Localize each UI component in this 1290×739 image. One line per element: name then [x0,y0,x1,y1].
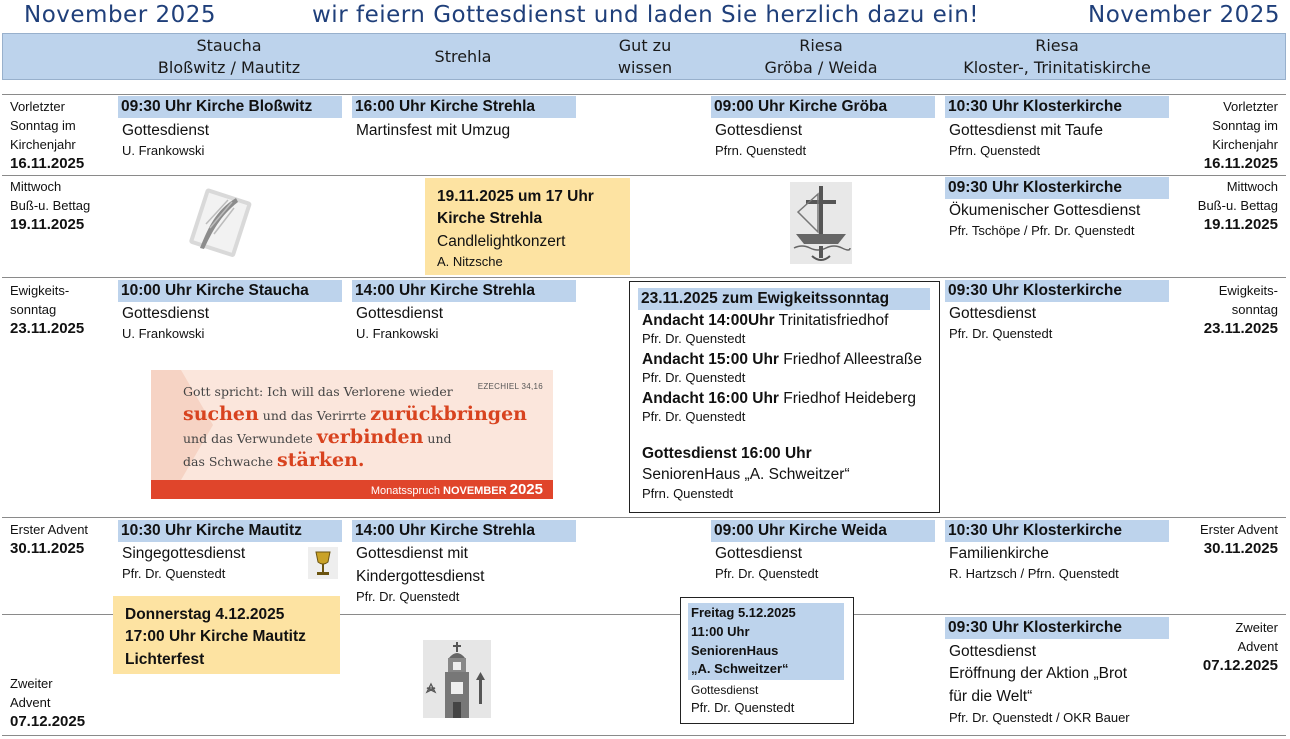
event-person: U. Frankowski [356,326,439,341]
friday-type: Gottesdienst [691,683,759,697]
col-header-kloster: Riesa Kloster-, Trinitatiskirche [963,36,1151,77]
concert-title: Candlelightkonzert [437,233,566,250]
row-divider [2,94,1286,95]
event-time-bar: 10:30 Uhr Klosterkirche [945,96,1169,118]
lichterfest-time: 17:00 Uhr Kirche Mautitz [125,628,306,645]
col-header-groeba-weida: Riesa Gröba / Weida [764,36,878,77]
col-header-gut-zu-wissen: Gut zu wissen [617,36,673,77]
banner-footer: Monatsspruch NOVEMBER 2025 [370,481,543,498]
banner-line-4: das Schwache stärken. [183,449,365,471]
gottesdienst-senioren-place: SeniorenHaus „A. Schweitzer“ [642,466,850,483]
event-type: Gottesdienst [715,545,803,562]
event-time-bar: 10:30 Uhr Klosterkirche [945,520,1169,542]
row-label-zweiter-advent: Zweiter Advent 07.12.2025 [10,676,86,730]
month-right: November 2025 [1088,2,1280,28]
event-type: Gottesdienst [122,122,210,139]
event-type: Familienkirche [949,545,1049,562]
event-description-cont: für die Welt“ [949,688,1033,705]
banner-line-3: und das Verwundete verbinden und [183,426,452,448]
row-label-erster-advent: Erster Advent 30.11.2025 [10,522,89,557]
event-time-bar: 10:30 Uhr Kirche Mautitz [118,520,342,542]
event-time-bar: 16:00 Uhr Kirche Strehla [352,96,576,118]
event-person: Pfr. Dr. Quenstedt / OKR Bauer [949,710,1130,725]
event-time-bar: 14:00 Uhr Kirche Strehla [352,280,576,302]
row-label-vorletzter-sonntag: Vorletzter Sonntag im Kirchenjahr 16.11.2025 [10,99,85,172]
chalice-icon [308,547,338,579]
row-divider [2,277,1286,278]
row-label-buss-und-bettag: Mittwoch Buß-u. Bettag 19.11.2025 [10,179,91,233]
event-type: Singegottesdienst [122,545,246,562]
event-person: Pfr. Dr. Quenstedt [715,566,819,581]
lichterfest-date: Donnerstag 4.12.2025 [125,606,285,623]
andacht-1: Andacht 14:00Uhr Trinitatisfriedhof [642,312,889,329]
invitation-title: wir feiern Gottesdienst und laden Sie herzlich dazu ein! [312,2,979,28]
lichterfest-title: Lichterfest [125,651,205,668]
event-person: Pfr. Tschöpe / Pfr. Dr. Quenstedt [949,223,1135,238]
andacht-2: Andacht 15:00 Uhr Friedhof Alleestraße [642,351,922,368]
gottesdienst-senioren-person: Pfrn. Quenstedt [642,486,734,501]
ecumenical-ship-cross-icon [790,182,852,264]
friday-time: 11:00 Uhr [691,624,750,639]
event-person: Pfr. Dr. Quenstedt [949,326,1053,341]
event-type: Martinsfest mit Umzug [356,122,511,139]
event-description: Eröffnung der Aktion „Brot [949,665,1128,682]
row-label-right-vorletzter: Vorletzter Sonntag im Kirchenjahr 16.11.2025 [1203,99,1278,172]
concert-person: A. Nitzsche [437,254,503,269]
concert-location: Kirche Strehla [437,210,543,227]
event-type: Gottesdienst [122,305,210,322]
event-time-bar: 14:00 Uhr Kirche Strehla [352,520,576,542]
col-header-strehla: Strehla [434,47,492,66]
event-person: Pfrn. Quenstedt [715,143,807,158]
banner-line-1: Gott spricht: Ich will das Verlorene wieder [183,384,453,399]
event-type: Gottesdienst mit Taufe [949,122,1103,139]
event-type: Ökumenischer Gottesdienst [949,202,1141,219]
event-time-bar: 09:30 Uhr Klosterkirche [945,280,1169,302]
row-label-ewigkeitssonntag: Ewigkeits- sonntag 23.11.2025 [10,283,85,337]
banner-reference: EZECHIEL 34,16 [477,382,543,391]
month-left: November 2025 [24,2,216,28]
friday-date: Freitag 5.12.2025 [691,605,796,620]
event-type: Gottesdienst mit [356,545,468,562]
row-divider [2,735,1286,736]
box-title-bar: 23.11.2025 zum Ewigkeitssonntag [638,288,930,310]
event-person: U. Frankowski [122,326,205,341]
andacht-1-person: Pfr. Dr. Quenstedt [642,331,746,346]
row-label-right-erster-advent: Erster Advent 30.11.2025 [1199,522,1278,557]
event-person: Pfr. Dr. Quenstedt [122,566,226,581]
andacht-3: Andacht 16:00 Uhr Friedhof Heideberg [642,390,916,407]
row-label-right-buss: Mittwoch Buß-u. Bettag 19.11.2025 [1197,179,1278,233]
event-type: Gottesdienst [356,305,444,322]
event-time-bar: 09:00 Uhr Kirche Gröba [711,96,935,118]
quill-icon [186,188,256,260]
event-person: U. Frankowski [122,143,205,158]
friday-person: Pfr. Dr. Quenstedt [691,700,795,715]
event-time-bar: 09:30 Uhr Klosterkirche [945,177,1169,199]
friday-place: SeniorenHaus [691,643,779,658]
monatsspruch-banner [151,370,553,499]
event-type: Gottesdienst [949,305,1037,322]
event-time-bar: 09:30 Uhr Klosterkirche [945,617,1169,639]
event-person: R. Hartzsch / Pfrn. Quenstedt [949,566,1119,581]
banner-line-2: suchen und das Verirrte zurückbringen [183,403,527,425]
event-person: Pfrn. Quenstedt [949,143,1041,158]
event-type: Gottesdienst [949,643,1037,660]
event-person: Pfr. Dr. Quenstedt [356,589,460,604]
concert-date: 19.11.2025 um 17 Uhr [437,188,594,205]
event-time-bar: 10:00 Uhr Kirche Staucha [118,280,342,302]
andacht-2-person: Pfr. Dr. Quenstedt [642,370,746,385]
event-type-cont: Kindergottesdienst [356,568,485,585]
event-time-bar: 09:30 Uhr Kirche Bloßwitz [118,96,342,118]
friday-place-name: „A. Schweitzer“ [691,661,789,676]
col-header-staucha: Staucha Bloßwitz / Mautitz [157,36,301,77]
row-label-right-zweiter-advent: Zweiter Advent 07.12.2025 [1202,620,1278,674]
church-tower-icon [423,640,491,718]
row-divider [2,175,1286,176]
event-time-bar: 09:00 Uhr Kirche Weida [711,520,935,542]
event-type: Gottesdienst [715,122,803,139]
row-label-right-ewigkeit: Ewigkeits- sonntag 23.11.2025 [1203,283,1278,337]
row-divider [2,517,1286,518]
gottesdienst-senioren-time: Gottesdienst 16:00 Uhr [642,445,812,462]
andacht-3-person: Pfr. Dr. Quenstedt [642,409,746,424]
